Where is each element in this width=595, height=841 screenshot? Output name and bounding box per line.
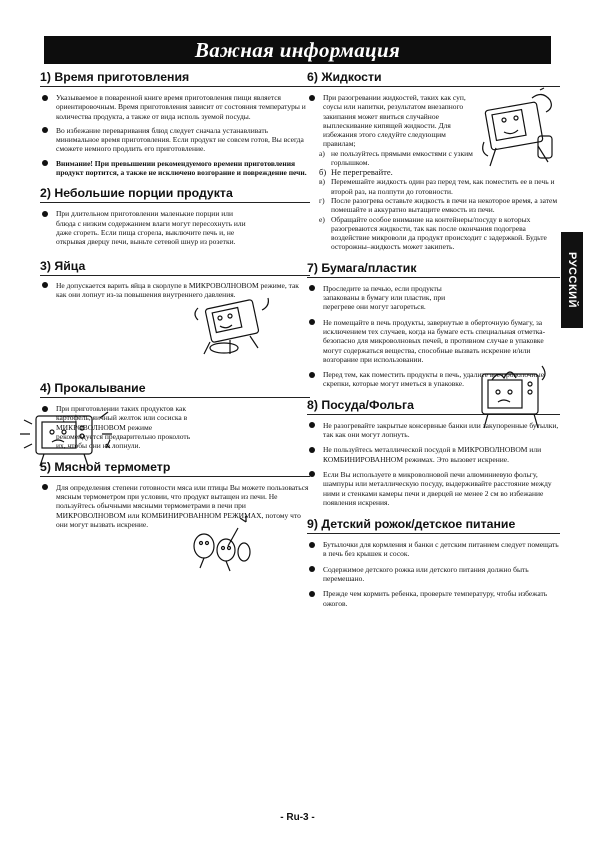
section-9-title: 9) Детский рожок/детское питание	[307, 517, 560, 534]
section-1-list	[40, 93, 310, 177]
burning-oven-illustration	[190, 290, 275, 360]
boiling-liquid-illustration	[478, 86, 563, 186]
bullet-icon	[42, 282, 48, 288]
section-1-title: 1) Время приготовления	[40, 70, 310, 87]
sub-item: б) Не перегревайте.	[319, 167, 393, 178]
section-6-title: 6) Жидкости	[307, 70, 560, 87]
sub-item: е) Обращайте особое внимание на контейнеры/посуду в которых разогреваются жидкости, так как после окончания подогрева воздействие микроволи да продукт происходит с задержкой. Будьте осторожны–жидкость может закипеть.	[319, 214, 547, 252]
sub-item: в) Перемешайте жидкость один раз перед тем, как поместить ее в печь и второй раз, на полпути до готовности.	[319, 177, 555, 196]
list-item: Проследите за печью, если продукты запакованы в бумагу или пластик, при перегреве они могут загореться.	[307, 284, 458, 312]
bullet-icon	[42, 160, 48, 166]
bullet-icon	[309, 591, 315, 597]
list-item: Не допускается варить яйца в скорлупе в МИКРОВОЛНОВОМ режиме, так как они лопнут из-за повышения внутреннего давления.	[40, 281, 310, 300]
sub-item: а) не пользуйтесь прямыми емкостями с узким горлышком.	[319, 148, 473, 168]
bullet-icon	[309, 447, 315, 453]
list-item: Если Вы используете в микроволновой печи алюминиевую фольгу, шампуры или металлическую посуду, выдерживайте расстояние между ними и стенками камеры печи и дверцей не менее 2 см во избежание появления искрения.	[307, 470, 560, 507]
exploding-egg-oven-illustration	[14, 400, 119, 470]
burning-paper-illustration	[468, 356, 558, 431]
section-4-title: 4) Прокалывание	[40, 381, 310, 398]
list-item: При разогревании жидкостей, таких как суп, соусы или напитки, результатом внезапного закипания может явиться случайное выплескивание кипящей жидкости. Для избежания этого следуйте следующим правилам;	[307, 93, 475, 149]
bullet-icon	[309, 95, 315, 101]
list-item: Во избежание переваривания блюд следует сначала устанавливать минимальное время приготовления. Если продукт не совсем готов, Вы всегда сможете немного продлить его приготовление.	[40, 126, 310, 154]
bullet-icon	[309, 566, 315, 572]
list-item: Не пользуйтесь металлической посудой в МИКРОВОЛНОВОМ или КОМБИНИРОВАННОМ режимах. Это вызовет искрение.	[307, 445, 560, 464]
language-tab-label: РУССКИЙ	[566, 252, 578, 308]
bullet-icon	[309, 319, 315, 325]
bullet-icon	[42, 484, 48, 490]
section-5-list	[40, 483, 310, 529]
bullet-icon	[309, 471, 315, 477]
section-3-title: 3) Яйца	[40, 259, 310, 276]
section-5-title: 5) Мясной термометр	[40, 460, 310, 477]
bullet-icon	[309, 372, 315, 378]
bullet-icon	[309, 542, 315, 548]
list-item: Бутылочки для кормления и банки с детским питанием следует помещать в печь без крышек и сосок.	[307, 540, 560, 559]
list-item: Для определения степени готовности мяса или птицы Вы можете пользоваться мясным термометром при условии, что продукт вытащен из печи. Не пользуйтесь обычными мясными термометрами в печи при МИКРОВОЛНОВОМ или КОМБИНИРОВАННОМ РЕЖИМАХ, потому что они могут вызвать искрение.	[40, 483, 310, 529]
bullet-icon	[42, 127, 48, 133]
page-number: - Ru-3 -	[280, 812, 315, 823]
list-item: При приготовлении таких продуктов как картофель, яичный желток или сосиска в МИКРОВОЛНОВОМ режиме рекомендуется предварительно проколоть их, чтобы они не лопнули.	[40, 404, 200, 450]
language-tab	[561, 232, 583, 328]
list-item: Не разогревайте закрытые консервные банки или закупоренные бутылки, так как они могут лопнуть.	[307, 421, 560, 440]
bullet-icon	[309, 422, 315, 428]
section-8-list	[307, 421, 560, 507]
list-item: Указываемое в поваренной книге время приготовления пищи является ориентировочным. Время приготовления зависит от состояния температуры и количества продукта, а также от вида исполь зуемой посуды.	[40, 93, 310, 121]
section-2-title: 2) Небольшие порции продукта	[40, 186, 310, 203]
bullet-icon	[42, 95, 48, 101]
section-8-title: 8) Посуда/Фольга	[307, 398, 560, 415]
bullet-icon	[42, 211, 48, 217]
bullet-icon	[309, 285, 315, 291]
list-item: При длительном приготовлении маленькие порции или блюда с низким содержанием влаги могут пересохнуть или даже сгореть. Если пища сгорела, выключите печь и, не открывая дверцу печи, выньте сетевой шнур из розетки.	[40, 209, 252, 246]
list-item: Прежде чем кормить ребенка, проверьте температуру, чтобы избежать ожогов.	[307, 589, 560, 608]
section-7-title: 7) Бумага/пластик	[307, 261, 560, 278]
list-item: Содержимое детского рожка или детского питания должно быть перемешано.	[307, 565, 560, 584]
list-item: Не помещайте в печь продукты, завернутые в оберточную бумагу, за исключением тех случаев, когда на бумаге есть специальная отметка-безопасно для микроволновых печей, в противном случае в упаковке могут содержаться вещества, способные вызвать искрение и/или возгорание при использовании.	[307, 318, 560, 364]
warning-item: Внимание! При превышении рекомендуемого времени приготовления продукт портится, а также не исключено возгорание и повреждение печи.	[40, 159, 310, 178]
list-item: Перед тем, как поместить продукты в печь, удалите все проволочные скрепки, которые могут иметься в упаковке.	[307, 370, 560, 389]
pricked-food-illustration	[186, 508, 256, 574]
section-9-list	[307, 540, 560, 608]
section-2-list	[40, 209, 252, 246]
page-title: Важная информация	[44, 36, 551, 64]
sub-item: г) После разогрева оставьте жидкость в печи на некоторое время, а затем помешайте и аккуратно вытащите емкость из печи.	[319, 195, 558, 215]
